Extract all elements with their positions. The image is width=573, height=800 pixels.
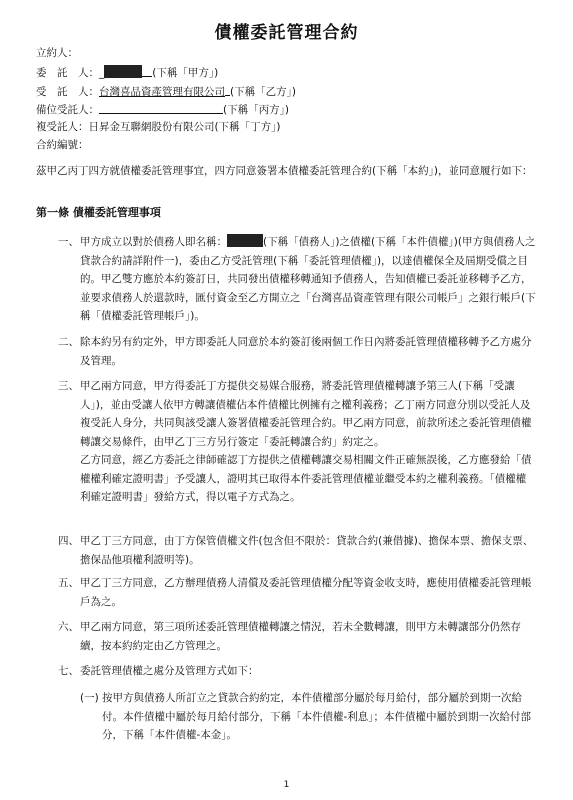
secondary-text: 日昇金互聯網股份有限公司(下稱「丁方」) (88, 121, 281, 133)
clause-number: 七、 (58, 665, 79, 677)
secondary-label: 複受託人： (36, 121, 89, 133)
trustee-line (36, 83, 296, 99)
principal-suffix: (下稱「甲方」) (152, 67, 219, 79)
clause-number: 二、 (58, 336, 79, 348)
trustee-name: 台灣喜品資產管理有限公司 (99, 86, 225, 98)
clause-text-pre: 甲方成立以對於債務人即名稱： (80, 236, 227, 248)
principal-label: 委 託 人： (36, 67, 99, 79)
principal-line (36, 64, 218, 80)
clause-body: 甲乙丁三方同意，由丁方保管債權文件(包含但不限於：貸款合約(兼借據)、擔保本票、擔保支票、擔保品他項權利證明等)。 (80, 535, 534, 566)
clause-2 (58, 333, 536, 370)
preamble: 茲甲乙丙丁四方就債權委託管理事宜，四方同意簽署本債權委託管理合約(下稱「本約」)，並同意履行如下： (36, 165, 533, 177)
page-number: 1 (283, 780, 290, 790)
clause-1 (58, 233, 536, 326)
contract-number-label: 合約編號： (36, 139, 89, 151)
article-heading: 第一條 債權委託管理事項 (36, 206, 161, 219)
parties-intro: 立約人： (36, 47, 78, 59)
clause-5 (58, 574, 536, 611)
subclause-number: (一) (80, 692, 99, 704)
trustee-label: 受 託 人： (36, 86, 99, 98)
subclause-1 (80, 689, 536, 745)
clause-3 (58, 377, 536, 507)
backup-label: 備位受託人： (36, 104, 99, 116)
clause-body: 甲乙兩方同意，第三項所述委託管理債權轉讓之情況，若未全數轉讓，則甲方未轉讓部分仍然存續，按本約約定由乙方管理之。 (80, 621, 521, 652)
clause-body: 甲乙兩方同意，甲方得委託丁方提供交易媒合服務，將委託管理債權轉讓予第三人(下稱「受讓人」)，並由受讓人依甲方轉讓債權佔本件債權比例擁有之權利義務；乙丁兩方同意分別以受託人及複受託人身分，共同與該受讓人簽署債權委託管理合約。甲乙兩方同意，前款所述之委託管理債權轉讓交易條件，由甲乙丁三方另行簽定「委託轉讓合約」約定之。 (80, 380, 532, 448)
subclause-body: 按甲方與債務人所訂立之貸款合約約定，本件債權部分屬於每月給付，部分屬於到期一次給付。本件債權中屬於每月給付部分，下稱「本件債權-利息」；本件債權中屬於到期一次給付部分，下稱「本件債權-本金」。 (102, 692, 532, 741)
clause-7 (58, 662, 536, 681)
principal-blank (142, 64, 152, 77)
backup-blank (99, 101, 223, 114)
clause-body: 除本約另有約定外，甲方即委託人同意於本約簽訂後兩個工作日內將委託管理債權移轉予乙方處分及管理。 (80, 336, 532, 367)
debtor-name-redaction (227, 234, 263, 247)
clause-body: 甲乙丁三方同意，乙方辦理債務人清償及委託管理債權分配等資金收支時，應使用債權委託管理帳戶為之。 (80, 577, 532, 608)
clause-number: 五、 (58, 577, 79, 589)
clause-body-extra: 乙方同意，經乙方委託之律師確認丁方提供之債權轉讓交易相關文件正確無誤後，乙方應發給「債權權利確定證明書」予受讓人，證明其已取得本件委託管理債權並繼受本約之權利義務。「債權權利確定證明書」發給方式，得以電子方式為之。 (80, 454, 532, 503)
principal-prefix: _ (99, 67, 105, 79)
backup-line (36, 101, 289, 117)
principal-name-redaction (104, 65, 142, 78)
clause-text-post: (下稱「債務人」)之債權(下稱「本件債權」)(甲方與債務人之貸款合約請詳附件一)，委由乙方受託管理(下稱「委託管理債權」)，以達債權保全及屆期受償之目的。甲乙雙方應於本約簽訂日，共同發出債權移轉通知予債務人，告知債權已委託並移轉予乙方，並要求債務人於還款時，匯付資金至乙方開立之「台灣喜品資產管理有限公司帳戶」之銀行帳戶(下稱「債權委託管理帳戶」)。 (80, 236, 536, 322)
clause-4 (58, 532, 536, 569)
secondary-line (36, 119, 280, 134)
clause-number: 六、 (58, 621, 79, 633)
document-title: 債權委託管理合約 (214, 23, 359, 43)
clause-number: 三、 (58, 380, 79, 392)
clause-6 (58, 618, 536, 655)
backup-suffix: (下稱「丙方」) (223, 104, 289, 116)
trustee-suffix: (下稱「乙方」) (230, 86, 296, 98)
clause-body (58, 233, 536, 326)
clause-number: 四、 (58, 535, 79, 547)
clause-body: 委託管理債權之處分及管理方式如下： (80, 665, 259, 677)
clause-number: 一、 (58, 236, 79, 248)
